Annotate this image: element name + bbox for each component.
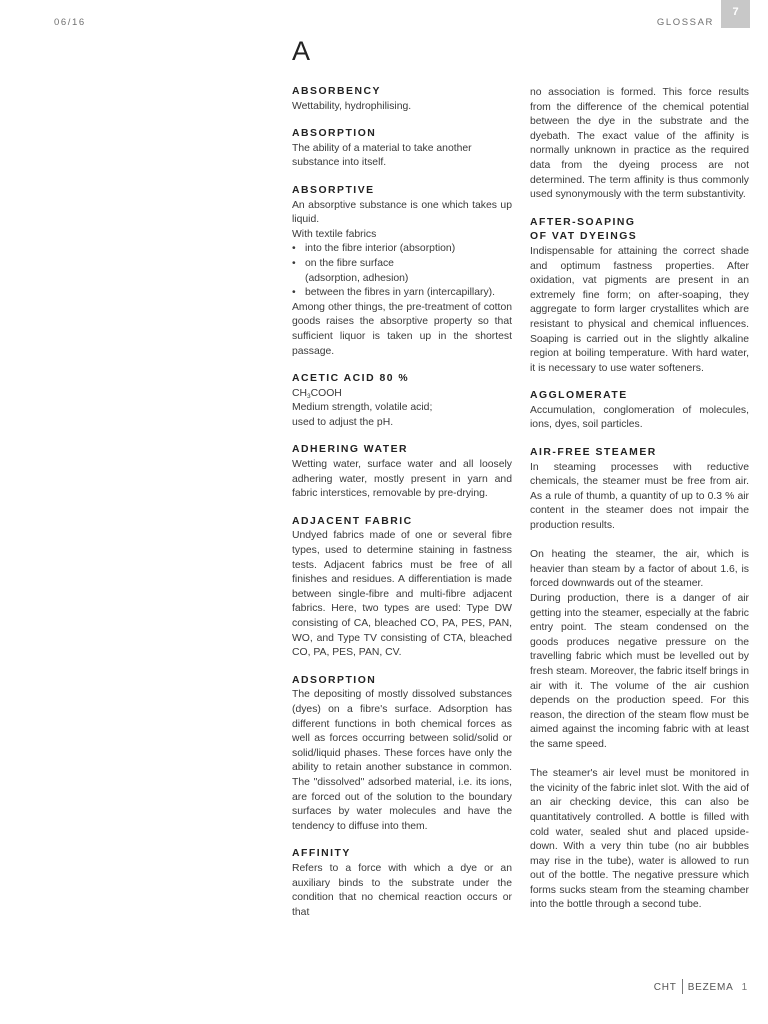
term-definition: Indispensable for attaining the correct shade and optimum fastness properties. After oxidation, vat pigments are present in an extremely fine form; on after-soaping, they aggregate to form larger crystallites which are resistant to physical and chemical influences. Soaping is carried out in the slightly alkaline region at boiling temperature. With hard water, it is necessary to use water softeners.	[530, 245, 749, 374]
entry-affinity	[292, 847, 512, 920]
term-heading-line2: OF VAT DYEINGS	[530, 231, 638, 243]
term-definition: The depositing of mostly dissolved substances (dyes) on a fibre's surface. Adsorption has different functions in both chemical forces as well as forces occurring between solid/solid or solid/liquid phases. These forces have only the ability to retain another substance in common. The "dissolved" adsorbed material, i.e. its ions, are forced out of the solution to the boundary surfaces by water molecules and have the tendency to diffuse into them.	[292, 689, 512, 832]
term-definition: Wetting water, surface water and all loosely adhering water, mostly present in yarn and fabric interstices, removable by pre-drying.	[292, 459, 512, 500]
term-definition: An absorptive substance is one which takes up liquid.	[292, 199, 512, 226]
page-number: 1	[741, 982, 748, 993]
list-item-text: into the fibre interior (absorption)	[305, 243, 456, 255]
term-definition: Refers to a force with which a dye or an auxiliary binds to the substrate under the condition that no chemical reaction occurs or that	[292, 862, 512, 918]
list-item-text: on the fibre surface	[305, 257, 394, 269]
page-footer	[640, 979, 748, 994]
list-item	[292, 286, 512, 301]
bullet-icon: •	[292, 287, 296, 299]
term-heading: ADHERING WATER	[292, 444, 409, 456]
entry-air-free-steamer	[530, 446, 749, 913]
list-item-continuation: (adsorption, adhesion)	[305, 272, 409, 284]
paragraph-gap	[530, 534, 749, 549]
entry-adjacent-fabric	[292, 515, 512, 661]
entry-affinity-continued	[530, 86, 749, 203]
footer-divider	[682, 979, 683, 994]
entry-adsorption	[292, 674, 512, 835]
paragraph-gap	[530, 753, 749, 768]
entry-agglomerate	[530, 389, 749, 433]
term-heading: ADSORPTION	[292, 674, 377, 686]
term-heading: AIR-FREE STEAMER	[530, 447, 657, 459]
bullet-icon: •	[292, 257, 296, 269]
term-heading: ABSORPTION	[292, 128, 377, 140]
chemical-formula	[292, 387, 512, 402]
term-heading: AFTER-SOAPING	[530, 216, 636, 228]
page-tab: 7	[721, 0, 750, 28]
term-definition: During production, there is a danger of air getting into the steamer, especially at the fabric entry point. The steam condensed on the goods produces negative pressure on the travelling fabric which must be levelled out by fresh steam. Moreover, the fabric itself brings in air with it. The volume of the air cushion depends on the production speed. For this reason, the direction of the steam flow must be aimed against the incoming fabric with at least the same speed.	[530, 593, 749, 750]
bullet-icon: •	[292, 243, 296, 255]
brand-name: CHT	[653, 982, 677, 993]
formula-part: COOH	[310, 387, 342, 399]
term-definition: On heating the steamer, the air, which is heavier than steam by a factor of about 1.6, is forced downwards out of the steamer.	[530, 549, 749, 590]
formula-part: CH	[292, 387, 308, 399]
list-item	[292, 257, 512, 272]
term-definition: Undyed fabrics made of one or several fibre types, used to determine staining in fastness tests. Adjacent fabrics must be free of all finishes and residues. A differentiation is made between single-fibre and multi-fibre adjacent fabrics. Here, two types are used: Type DW consisting of CA, bleached CO, PA, PES, PAN, WO, and Type TV consisting of CTA, bleached CO, PA, PES, PAN, CV.	[292, 530, 512, 659]
term-heading: AGGLOMERATE	[530, 390, 628, 402]
term-definition-continued: no association is formed. This force results from the difference of the chemical potential between the dye in the substrate and the dyebath. The exact value of the affinity is normally unknown in practice as the required data from the dyeing process are not determined. The term affinity is thus commonly used synonymously with the term substantivity.	[530, 87, 749, 201]
list-item	[292, 242, 512, 257]
term-definition: The ability of a material to take another substance into itself.	[292, 142, 472, 169]
entry-absorbency	[292, 85, 512, 114]
section-letter: A	[292, 36, 311, 66]
term-heading: ADJACENT FABRIC	[292, 515, 413, 527]
term-definition: Wettability, hydrophilising.	[292, 100, 412, 112]
term-definition: Accumulation, conglomeration of molecules, ions, dyes, soil particles.	[530, 404, 749, 431]
entry-adhering-water	[292, 443, 512, 501]
list-item-text: between the fibres in yarn (intercapillary).	[305, 287, 496, 299]
entry-absorptive	[292, 184, 512, 359]
entry-acetic-acid	[292, 372, 512, 430]
term-heading: ABSORPTIVE	[292, 184, 375, 196]
brand-name: BEZEMA	[687, 982, 734, 993]
header-section-title: GLOSSAR	[656, 17, 714, 28]
entry-absorption	[292, 127, 512, 171]
term-definition: Medium strength, volatile acid;	[292, 402, 433, 414]
glossary-column-right	[530, 86, 749, 926]
term-heading: AFFINITY	[292, 848, 351, 860]
term-definition: used to adjust the pH.	[292, 416, 394, 428]
entry-after-soaping	[530, 216, 749, 377]
header-date: 06/16	[54, 17, 86, 28]
term-definition: In steaming processes with reductive chemicals, the steamer must be free from air. As a rule of thumb, a quantity of up to 0.3 % air content in the steamer does not impair the production results.	[530, 461, 749, 532]
glossary-column-left	[292, 85, 512, 933]
term-heading: ACETIC ACID 80 %	[292, 373, 410, 385]
term-heading: ABSORBENCY	[292, 86, 381, 97]
term-definition-continued: Among other things, the pre-treatment of cotton goods raises the absorptive property so that sufficient liquor is taken up in the shortest passage.	[292, 301, 512, 357]
formula-subscript: 3	[307, 392, 311, 400]
list-intro: With textile fabrics	[292, 228, 377, 240]
term-definition: The steamer's air level must be monitored in the vicinity of the fabric inlet slot. With the aid of an air checking device, this can also be quantitatively controlled. A bottle is filled with cold water, sealed shut and placed upside-down. With a very thin tube (no air bubbles may rise in the tube), water is allowed to run out of the bottle. The negative pressure which forms sucks steam from the steaming chamber into the bottle through a second tube.	[530, 768, 749, 911]
